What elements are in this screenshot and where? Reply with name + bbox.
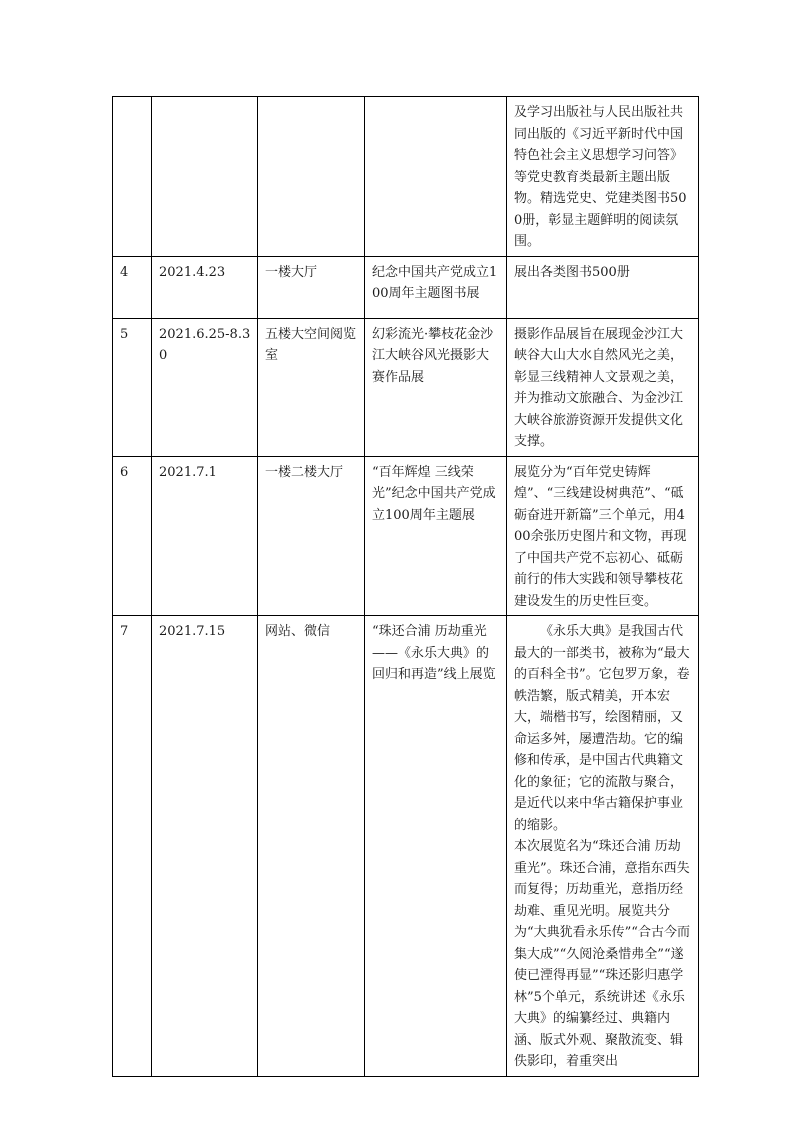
table-row <box>113 318 699 456</box>
cell-content <box>507 256 699 318</box>
content-paragraph: 本次展览名为“珠还合浦 历劫重光”。珠还合浦，意指东西失而复得；历劫重光，意指历经劫难、重见光明。展览共分为“大典犹看永乐传”“合古今而集大成”“久阅沧桑惜弗全”“遂使已湮得再显”“珠还影归惠学林”5个单元，系统讲述《永乐大典》的编纂经过、典籍内涵、版式外观、聚散流变、辑佚影印，着重突出 <box>514 839 690 1069</box>
cell-date: 2021.7.15 <box>152 616 258 1077</box>
cell-venue: 五楼大空间阅览室 <box>258 318 365 456</box>
content-paragraph: 展出各类图书500册 <box>514 264 630 280</box>
cell-date <box>152 97 258 257</box>
cell-no: 4 <box>113 256 152 318</box>
table-row <box>113 256 699 318</box>
cell-no <box>113 97 152 257</box>
cell-title: “百年辉煌 三线荣光”纪念中国共产党成立100周年主题展 <box>365 456 507 616</box>
exhibition-table <box>112 96 699 1077</box>
table-row <box>113 97 699 257</box>
content-paragraph: 展览分为“百年党史铸辉煌”、“三线建设树典范”、“砥砺奋进开新篇”三个单元，用400余张历史图片和文物，再现了中国共产党不忘初心、砥砺前行的伟大实践和领导攀枝花建设发生的历史性巨变。 <box>514 464 687 609</box>
cell-title <box>365 97 507 257</box>
cell-title: 幻彩流光·攀枝花金沙江大峡谷风光摄影大赛作品展 <box>365 318 507 456</box>
cell-venue: 网站、微信 <box>258 616 365 1077</box>
table-row <box>113 616 699 1077</box>
content-paragraph: 及学习出版社与人民出版社共同出版的《习近平新时代中国特色社会主义思想学习问答》等党史教育类最新主题出版物。精选党史、党建类图书500册，彰显主题鲜明的阅读氛围。 <box>514 105 687 249</box>
cell-venue: 一楼大厅 <box>258 256 365 318</box>
table-row <box>113 456 699 616</box>
cell-content <box>507 318 699 456</box>
cell-date: 2021.6.25-8.30 <box>152 318 258 456</box>
cell-title: 纪念中国共产党成立100周年主题图书展 <box>365 256 507 318</box>
cell-venue: 一楼二楼大厅 <box>258 456 365 616</box>
content-paragraph: 摄影作品展旨在展现金沙江大峡谷大山大水自然风光之美，彰显三线精神人文景观之美，并为推动文旅融合、为金沙江大峡谷旅游资源开发提供文化支撑。 <box>514 326 684 449</box>
cell-no: 5 <box>113 318 152 456</box>
cell-no: 6 <box>113 456 152 616</box>
cell-content <box>507 97 699 257</box>
cell-no: 7 <box>113 616 152 1077</box>
cell-content <box>507 616 699 1077</box>
cell-title: “珠还合浦 历劫重光——《永乐大典》的回归和再造”线上展览 <box>365 616 507 1077</box>
cell-date: 2021.7.1 <box>152 456 258 616</box>
cell-date: 2021.4.23 <box>152 256 258 318</box>
content-paragraph: 《永乐大典》是我国古代最大的一部类书，被称为“最大的百科全书”。它包罗万象，卷帙浩繁，版式精美，开本宏大，端楷书写，绘图精丽，又命运多舛，屡遭浩劫。它的编修和传承，是中国古代典籍文化的象征；它的流散与聚合，是近代以来中华古籍保护事业的缩影。 <box>514 624 690 833</box>
cell-content <box>507 456 699 616</box>
cell-venue <box>258 97 365 257</box>
